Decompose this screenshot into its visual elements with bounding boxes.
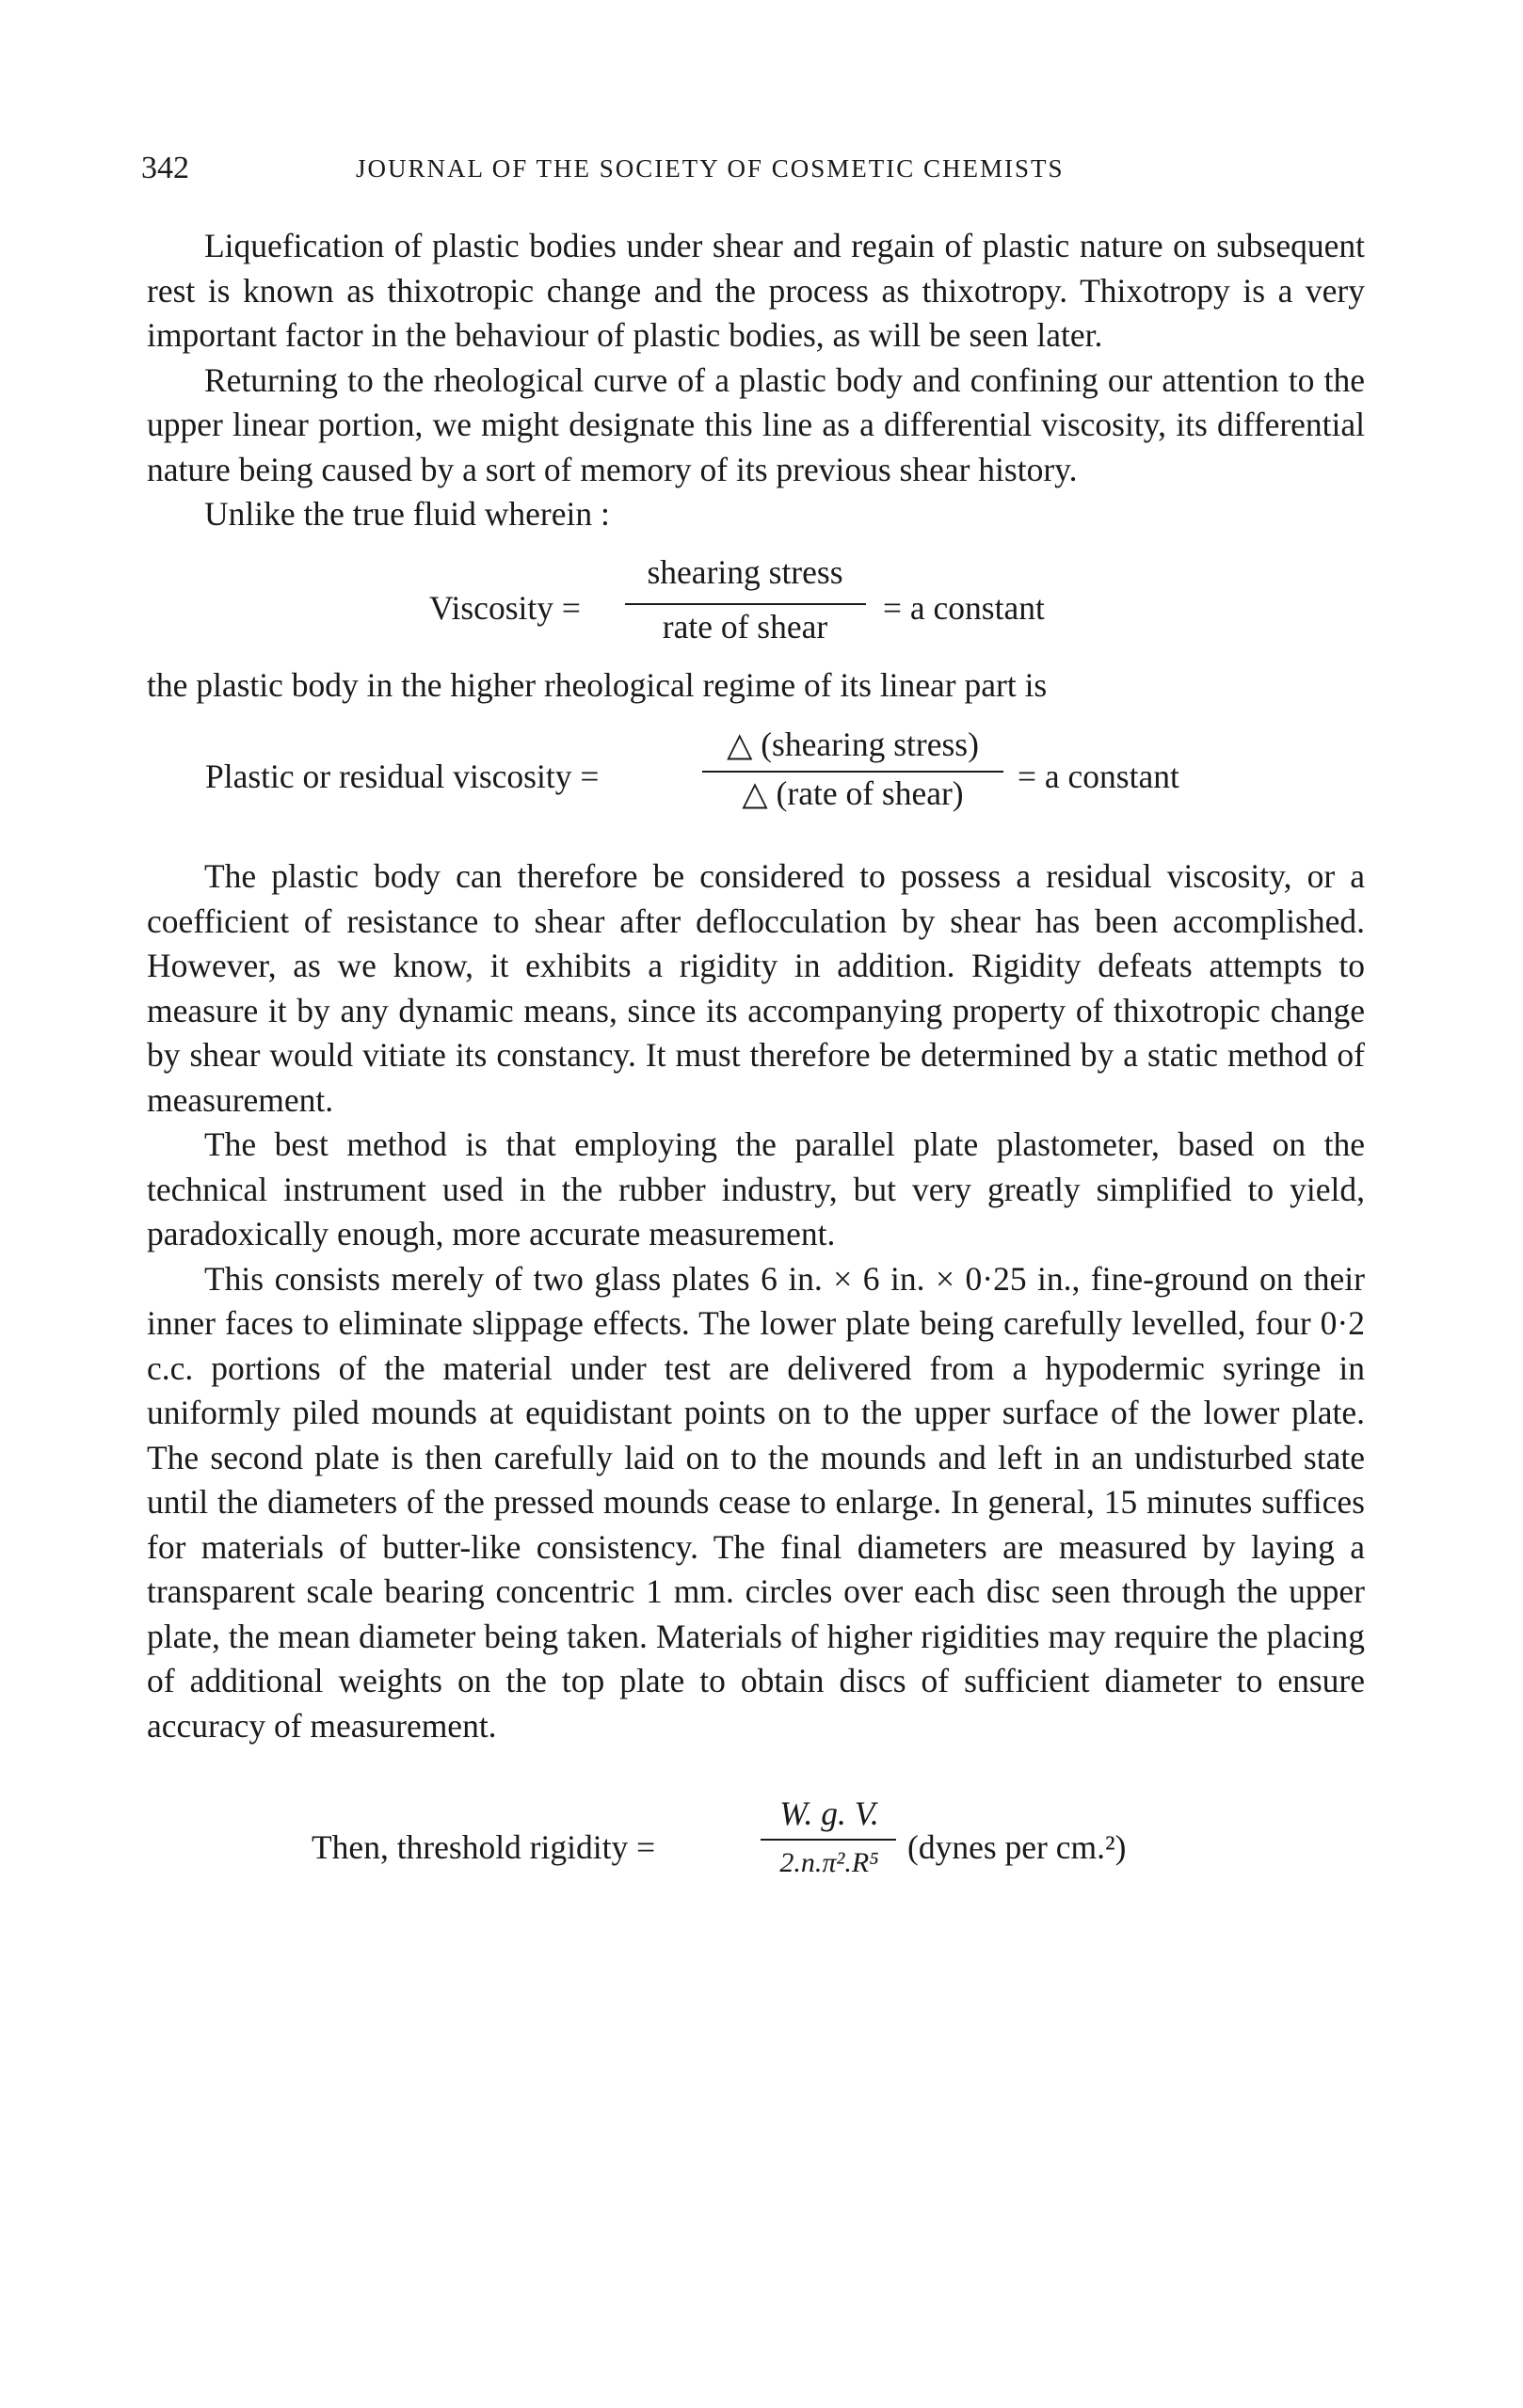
paragraph-glass-plates: This consists merely of two glass plates 6 in. × 6 in. × 0·25 in., fine-ground on their inner faces to eliminate slippage effects. The lower plate being carefully levelled, four 0·2 c.c. portions of the material under test are delivered from a hypodermic syringe in uniformly piled mounds at equidistant points on to the upper surface of the lower plate. The second plate is then carefully laid on to the mounds and left in an undisturbed state until the diameters of the pressed mounds cease to enlarge. In general, 15 minutes suffices for materials of butter-like consistency. The final diameters are measured by laying a transparent scale bearing concentric 1 mm. circles over each disc seen through the upper plate, the mean diameter being taken. Materials of higher rigidities may require the placing of additional weights on the top plate to obtain discs of sufficient diameter to ensure accuracy of measurement.	[147, 1259, 1365, 1745]
equation-rhs: = a constant	[1018, 757, 1179, 795]
page-number: 342	[141, 151, 189, 185]
running-title: JOURNAL OF THE SOCIETY OF COSMETIC CHEMISTS	[356, 154, 1065, 183]
paragraph-residual-viscosity: The plastic body can therefore be considered to possess a residual viscosity, or a coefficient of resistance to shear after deflocculation by shear has been accomplished. However, as we know, it exhibits a rigidity in addition. Rigidity defeats attempts to measure it by any dynamic means, since its accompanying property of thixotropic change by shear would vitiate its constancy. It must therefore be determined by a static method of measurement.	[147, 857, 1365, 1119]
equation-lhs: Viscosity =	[429, 588, 581, 627]
paragraph-rheological-curve: Returning to the rheological curve of a plastic body and confining our attention to the upper linear portion, we might designate this line as a differential viscosity, its differential nature being caused by a sort of memory of its previous shear history.	[147, 360, 1365, 488]
paragraph-best-method: The best method is that employing the parallel plate plastometer, based on the technical instrument used in the rubber industry, but very greatly simplified to yield, paradoxically enough, more accurate measurement.	[147, 1125, 1365, 1252]
equation-lhs: Plastic or residual viscosity =	[205, 757, 600, 795]
equation-rhs: (dynes per cm.²)	[907, 1828, 1127, 1866]
paragraph-thixotropy: Liquefication of plastic bodies under shear and regain of plastic nature on subsequent rest is known as thixotropic change and the process as thixotropy. Thixotropy is a very important factor in the behaviour of plastic bodies, as will be seen later.	[147, 227, 1365, 354]
equation-lhs: Then, threshold rigidity =	[312, 1828, 656, 1866]
equation-denominator: △ (rate of shear)	[742, 774, 964, 812]
equation-threshold-rigidity	[147, 1786, 1365, 1899]
equation-viscosity	[147, 550, 1365, 663]
body-text	[147, 224, 1365, 1899]
equation-numerator: W. g. V.	[779, 1794, 879, 1832]
page-header	[141, 151, 1365, 188]
equation-denominator: rate of shear	[662, 607, 828, 646]
equation-numerator: shearing stress	[647, 552, 843, 591]
equation-plastic-viscosity	[147, 728, 1365, 821]
equation-rhs: = a constant	[883, 588, 1045, 627]
paragraph-plastic-body: the plastic body in the higher rheological regime of its linear part is	[147, 665, 1048, 704]
paragraph-true-fluid: Unlike the true fluid wherein :	[204, 495, 610, 533]
equation-denominator: 2.n.π².R⁵	[779, 1847, 879, 1878]
equation-numerator: △ (shearing stress)	[727, 726, 979, 763]
